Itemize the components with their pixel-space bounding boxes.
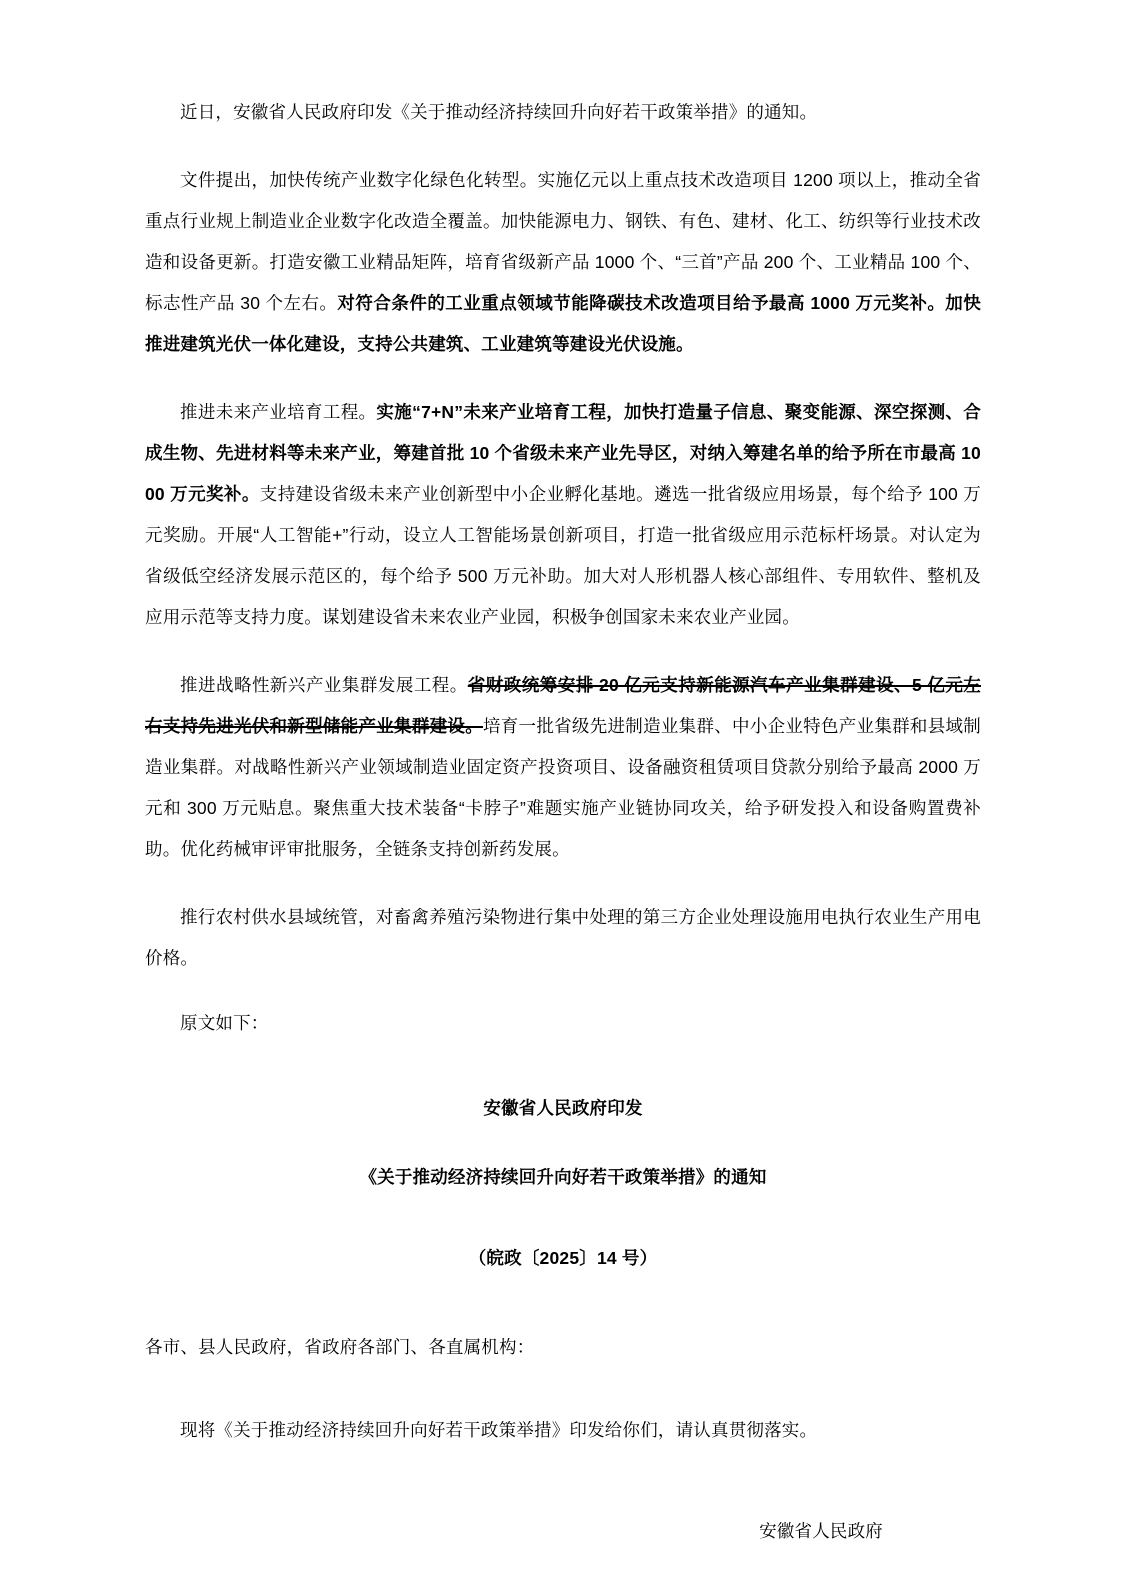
notice-signature: 安徽省人民政府 bbox=[759, 1521, 883, 1541]
run-normal: 推进未来产业培育工程。 bbox=[180, 402, 377, 422]
notice-document-number: （皖政〔2025〕14 号） bbox=[468, 1248, 658, 1268]
paragraph-rural-water bbox=[145, 897, 981, 979]
run-strikethrough: 省财政统筹安排 20 亿元支持新能源汽车产业集群建设、5 亿元左右支持先进光伏和新型储能产业集群建设。 bbox=[145, 675, 982, 736]
paragraph-strategic-cluster bbox=[145, 665, 981, 870]
notice-title-block bbox=[145, 1088, 981, 1198]
run-normal: 培育一批省级先进制造业集群、中小企业特色产业集群和县域制造业集群。对战略性新兴产业领域制造业固定资产投资项目、设备融资租赁项目贷款分别给予最高 2000 万元和 300 万元贴息。聚焦重大技术装备“卡脖子”难题实施产业链协同攻关，给予研发投入和设备购置费补助。优化药械审评审批服务，全链条支持创新药发展。 bbox=[145, 716, 981, 859]
notice-addressee: 各市、县人民政府，省政府各部门、各直属机构： bbox=[145, 1337, 535, 1357]
run-normal: 推进战略性新兴产业集群发展工程。 bbox=[180, 675, 468, 695]
notice-body-line: 现将《关于推动经济持续回升向好若干政策举措》印发给你们，请认真贯彻落实。 bbox=[180, 1420, 818, 1440]
run-bold: 对符合条件的工业重点领域节能降碳技术改造项目给予最高 1000 万元奖补。加快推进建筑光伏一体化建设，支持公共建筑、工业建筑等建设光伏设施。 bbox=[145, 293, 981, 354]
notice-issuer-line: 安徽省人民政府印发 bbox=[483, 1098, 643, 1118]
document-content bbox=[145, 92, 981, 1552]
run-normal: 文件提出，加快传统产业数字化绿色化转型。实施亿元以上重点技术改造项目 1200 项以上，推动全省重点行业规上制造业企业数字化改造全覆盖。加快能源电力、钢铁、有色、建材、化工、纺织等行业技术改造和设备更新。打造安徽工业精品矩阵，培育省级新产品 1000 个、“三首”产品 200 个、工业精品 100 个、标志性产品 30 个左右。 bbox=[145, 170, 981, 313]
run-normal: 支持建设省级未来产业创新型中小企业孵化基地。遴选一批省级应用场景，每个给予 100 万元奖励。开展“人工智能+”行动，设立人工智能场景创新项目，打造一批省级应用示范标杆场景。对认定为省级低空经济发展示范区的，每个给予 500 万元补助。加大对人形机器人核心部组件、专用软件、整机及应用示范等支持力度。谋划建设省未来农业产业园，积极争创国家未来农业产业园。 bbox=[145, 484, 981, 627]
paragraph-future-industry bbox=[145, 392, 981, 638]
run-bold: 实施“7+N”未来产业培育工程，加快打造量子信息、聚变能源、深空探测、合成生物、先进材料等未来产业，筹建首批 10 个省级未来产业先导区，对纳入筹建名单的给予所在市最高 1000 万元奖补。 bbox=[145, 402, 981, 504]
original-text-label: 原文如下： bbox=[180, 1013, 269, 1033]
notice-title-line: 《关于推动经济持续回升向好若干政策举措》的通知 bbox=[359, 1167, 767, 1187]
paragraph-digital-green bbox=[145, 160, 981, 365]
lead-paragraph: 近日，安徽省人民政府印发《关于推动经济持续回升向好若干政策举措》的通知。 bbox=[180, 102, 818, 122]
run-normal: 推行农村供水县域统管，对畜禽养殖污染物进行集中处理的第三方企业处理设施用电执行农业生产用电价格。 bbox=[145, 907, 981, 968]
title-spacer bbox=[145, 1129, 981, 1157]
